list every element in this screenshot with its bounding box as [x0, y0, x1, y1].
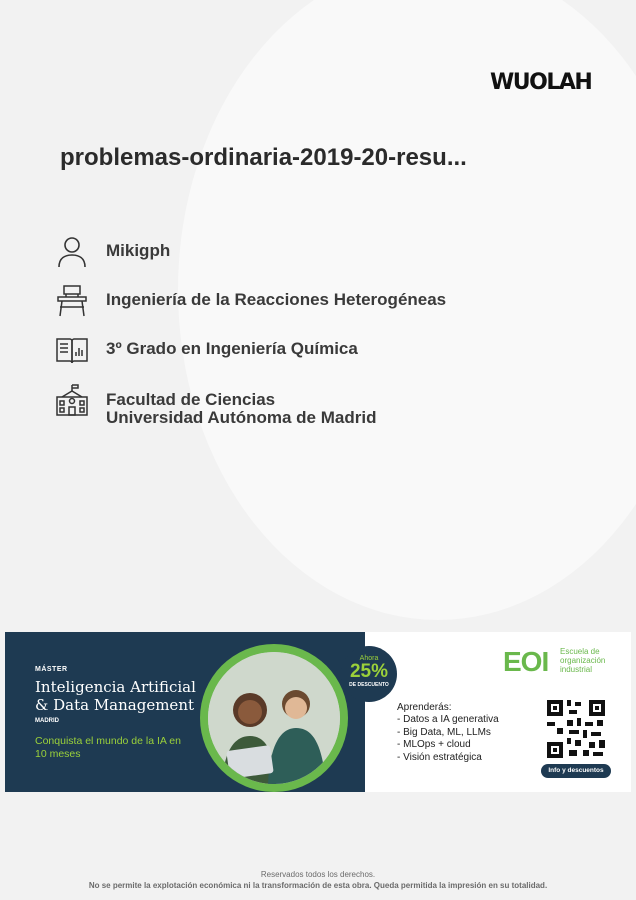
learn-list [397, 714, 499, 764]
info-discounts-button[interactable]: Info y descuentos [541, 764, 611, 778]
qr-code-icon[interactable] [545, 698, 607, 760]
degree-row [54, 332, 358, 368]
learn-item: - Datos a IA generativa [397, 714, 499, 727]
badge-value: 25% [349, 661, 389, 682]
user-icon [54, 234, 90, 270]
badge-top-text: Ahora [359, 655, 379, 662]
ad-photo [208, 652, 340, 784]
author-name: Mikigph [106, 241, 171, 260]
school-building-icon [54, 383, 90, 419]
faculty-name: Facultad de Ciencias [106, 390, 276, 409]
learn-title: Aprenderás: [397, 702, 452, 713]
author-row [54, 234, 170, 270]
learn-item: - Big Data, ML, LLMs [397, 727, 499, 740]
subject-row [54, 283, 446, 319]
document-title: problemas-ordinaria-2019-20-resu... [60, 144, 467, 171]
wuolah-logo[interactable]: WUOLAH [490, 70, 592, 95]
university-info [106, 383, 376, 427]
eoi-logo: EOI [503, 646, 549, 677]
ad-title-line-2: & Data Management [35, 696, 195, 714]
learn-item: - MLOps + cloud [397, 739, 499, 752]
footer-notice: No se permite la explotación económica ni la transformación de esta obra. Queda permitida la impresión en su totalidad. [88, 881, 548, 890]
eoi-school-name: Escuela de organización industrial [560, 647, 606, 674]
student-desk-icon [54, 283, 90, 319]
ad-tagline: Conquista el mundo de la IA en 10 meses [35, 735, 181, 760]
students-illustration [208, 652, 340, 784]
discount-badge [341, 646, 397, 702]
degree-name: 3º Grado en Ingeniería Química [106, 339, 358, 358]
ad-city: MADRID [35, 718, 59, 724]
ad-title-line-1: Inteligencia Artificial [35, 678, 196, 696]
ad-program-type: MÁSTER [35, 666, 68, 673]
open-book-icon [54, 332, 90, 368]
ad-program-title [35, 678, 196, 714]
university-row [54, 383, 376, 427]
university-name: Universidad Autónoma de Madrid [106, 408, 377, 427]
eoi-advertisement-banner[interactable] [5, 632, 631, 792]
footer-rights: Reservados todos los derechos. [260, 870, 376, 879]
subject-name: Ingeniería de la Reacciones Heterogéneas [106, 290, 447, 309]
learn-item: - Visión estratégica [397, 752, 499, 765]
badge-subtext: DE DESCUENTO [349, 682, 389, 688]
